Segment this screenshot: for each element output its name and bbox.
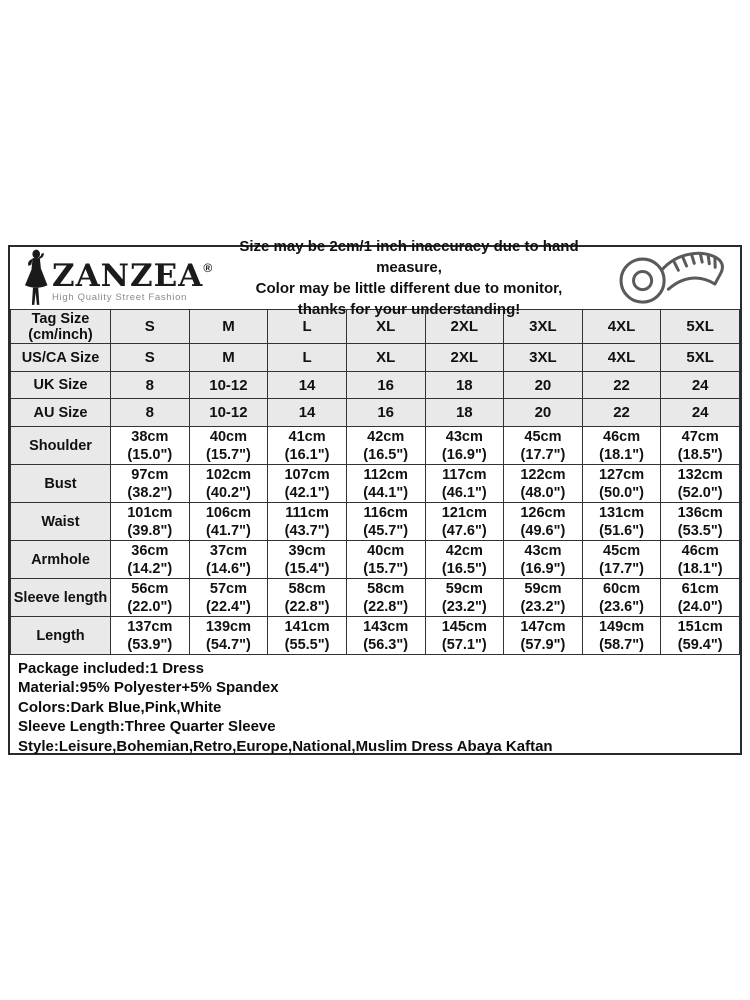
size-cell: 42cm (16.5") — [425, 541, 504, 579]
size-cell: 126cm (49.6") — [504, 503, 583, 541]
table-row — [11, 617, 740, 655]
size-cell: 112cm (44.1") — [346, 465, 425, 503]
size-cell: 22 — [582, 399, 661, 427]
size-cell: 131cm (51.6") — [582, 503, 661, 541]
size-cell: S — [111, 344, 190, 372]
size-cell: 101cm (39.8") — [111, 503, 190, 541]
size-cell: 58cm (22.8") — [346, 579, 425, 617]
size-cell: 127cm (50.0") — [582, 465, 661, 503]
size-cell: 45cm (17.7") — [582, 541, 661, 579]
disclaimer-line: Color may be little different due to monitor, — [255, 280, 563, 297]
size-cell: 132cm (52.0") — [661, 465, 740, 503]
size-cell: M — [189, 310, 268, 344]
size-cell: 22 — [582, 372, 661, 399]
table-row — [11, 541, 740, 579]
size-cell: 60cm (23.6") — [582, 579, 661, 617]
size-cell: L — [268, 310, 347, 344]
detail-sleeve-length: Sleeve Length:Three Quarter Sleeve — [18, 718, 276, 736]
size-cell: 43cm (16.9") — [425, 427, 504, 465]
size-cell: 111cm (43.7") — [268, 503, 347, 541]
size-cell: 45cm (17.7") — [504, 427, 583, 465]
size-chart — [8, 238, 742, 755]
size-cell: 57cm (22.4") — [189, 579, 268, 617]
size-cell: 8 — [111, 399, 190, 427]
size-cell: S — [111, 310, 190, 344]
size-cell: 14 — [268, 399, 347, 427]
size-cell: 122cm (48.0") — [504, 465, 583, 503]
size-cell: 40cm (15.7") — [189, 427, 268, 465]
disclaimer-line: thanks for your understanding! — [297, 301, 521, 318]
chart-header — [10, 238, 740, 318]
row-label: US/CA Size — [11, 344, 111, 372]
disclaimer — [214, 236, 608, 320]
size-cell: 102cm (40.2") — [189, 465, 268, 503]
row-label: Armhole — [11, 541, 111, 579]
size-cell: 38cm (15.0") — [111, 427, 190, 465]
size-cell: 121cm (47.6") — [425, 503, 504, 541]
brand-text — [52, 253, 212, 303]
row-label: Shoulder — [11, 427, 111, 465]
row-label: Tag Size (cm/inch) — [11, 310, 111, 344]
size-cell: 24 — [661, 372, 740, 399]
row-label: AU Size — [11, 399, 111, 427]
detail-colors: Colors:Dark Blue,Pink,White — [18, 698, 222, 716]
size-cell: 4XL — [582, 344, 661, 372]
size-cell: 20 — [504, 372, 583, 399]
size-cell: 16 — [346, 399, 425, 427]
woman-silhouette-icon — [22, 249, 49, 307]
detail-material: Material:95% Polyester+5% Spandex — [18, 679, 279, 697]
size-cell: 39cm (15.4") — [268, 541, 347, 579]
tape-icon-wrap — [608, 247, 734, 309]
size-cell: 24 — [661, 399, 740, 427]
size-cell: 46cm (18.1") — [661, 541, 740, 579]
size-cell: XL — [346, 310, 425, 344]
table-row — [11, 372, 740, 399]
row-label: Waist — [11, 503, 111, 541]
detail-package: Package included:1 Dress — [18, 660, 204, 677]
size-cell: 97cm (38.2") — [111, 465, 190, 503]
size-cell: 20 — [504, 399, 583, 427]
table-row — [11, 399, 740, 427]
size-cell: 8 — [111, 372, 190, 399]
size-cell: 47cm (18.5") — [661, 427, 740, 465]
size-cell: 143cm (56.3") — [346, 617, 425, 655]
registered-trademark: ® — [203, 261, 213, 275]
row-label: Bust — [11, 465, 111, 503]
size-table — [10, 309, 740, 655]
size-cell: 149cm (58.7") — [582, 617, 661, 655]
size-cell: 139cm (54.7") — [189, 617, 268, 655]
size-cell: 3XL — [504, 310, 583, 344]
size-cell: 107cm (42.1") — [268, 465, 347, 503]
row-label: Length — [11, 617, 111, 655]
size-cell: 56cm (22.0") — [111, 579, 190, 617]
size-cell: 40cm (15.7") — [346, 541, 425, 579]
size-cell: 4XL — [582, 310, 661, 344]
size-cell: 58cm (22.8") — [268, 579, 347, 617]
size-cell: 42cm (16.5") — [346, 427, 425, 465]
size-cell: 18 — [425, 372, 504, 399]
brand-logo — [22, 249, 214, 307]
size-cell: 137cm (53.9") — [111, 617, 190, 655]
size-cell: 116cm (45.7") — [346, 503, 425, 541]
table-row — [11, 465, 740, 503]
product-details — [10, 655, 740, 756]
size-cell: 5XL — [661, 344, 740, 372]
size-cell: 151cm (59.4") — [661, 617, 740, 655]
size-cell: 59cm (23.2") — [504, 579, 583, 617]
size-cell: 59cm (23.2") — [425, 579, 504, 617]
size-cell: 14 — [268, 372, 347, 399]
size-cell: 43cm (16.9") — [504, 541, 583, 579]
brand-tagline: High Quality Street Fashion — [52, 292, 188, 303]
size-cell: 145cm (57.1") — [425, 617, 504, 655]
size-cell: 10-12 — [189, 372, 268, 399]
size-cell: 61cm (24.0") — [661, 579, 740, 617]
brand-name: ZANZEA® — [52, 258, 213, 294]
size-cell: 36cm (14.2") — [111, 541, 190, 579]
disclaimer-line: Size may be 2cm/1 inch inaccuracy due to hand measure, — [239, 238, 579, 276]
size-cell: M — [189, 344, 268, 372]
size-cell: 2XL — [425, 344, 504, 372]
row-label: UK Size — [11, 372, 111, 399]
size-cell: 106cm (41.7") — [189, 503, 268, 541]
detail-style: Style:Leisure,Bohemian,Retro,Europe,National,Muslim Dress Abaya Kaftan — [18, 737, 553, 755]
size-cell: 46cm (18.1") — [582, 427, 661, 465]
size-cell: L — [268, 344, 347, 372]
size-cell: XL — [346, 344, 425, 372]
size-cell: 136cm (53.5") — [661, 503, 740, 541]
table-row — [11, 344, 740, 372]
row-label: Sleeve length — [11, 579, 111, 617]
size-cell: 5XL — [661, 310, 740, 344]
size-cell: 41cm (16.1") — [268, 427, 347, 465]
size-cell: 37cm (14.6") — [189, 541, 268, 579]
size-cell: 141cm (55.5") — [268, 617, 347, 655]
table-row — [11, 503, 740, 541]
measuring-tape-icon — [612, 247, 730, 309]
table-row — [11, 579, 740, 617]
table-row — [11, 427, 740, 465]
size-cell: 18 — [425, 399, 504, 427]
size-cell: 10-12 — [189, 399, 268, 427]
size-cell: 16 — [346, 372, 425, 399]
size-cell: 117cm (46.1") — [425, 465, 504, 503]
size-cell: 147cm (57.9") — [504, 617, 583, 655]
size-table-body — [11, 310, 740, 655]
size-cell: 2XL — [425, 310, 504, 344]
size-cell: 3XL — [504, 344, 583, 372]
